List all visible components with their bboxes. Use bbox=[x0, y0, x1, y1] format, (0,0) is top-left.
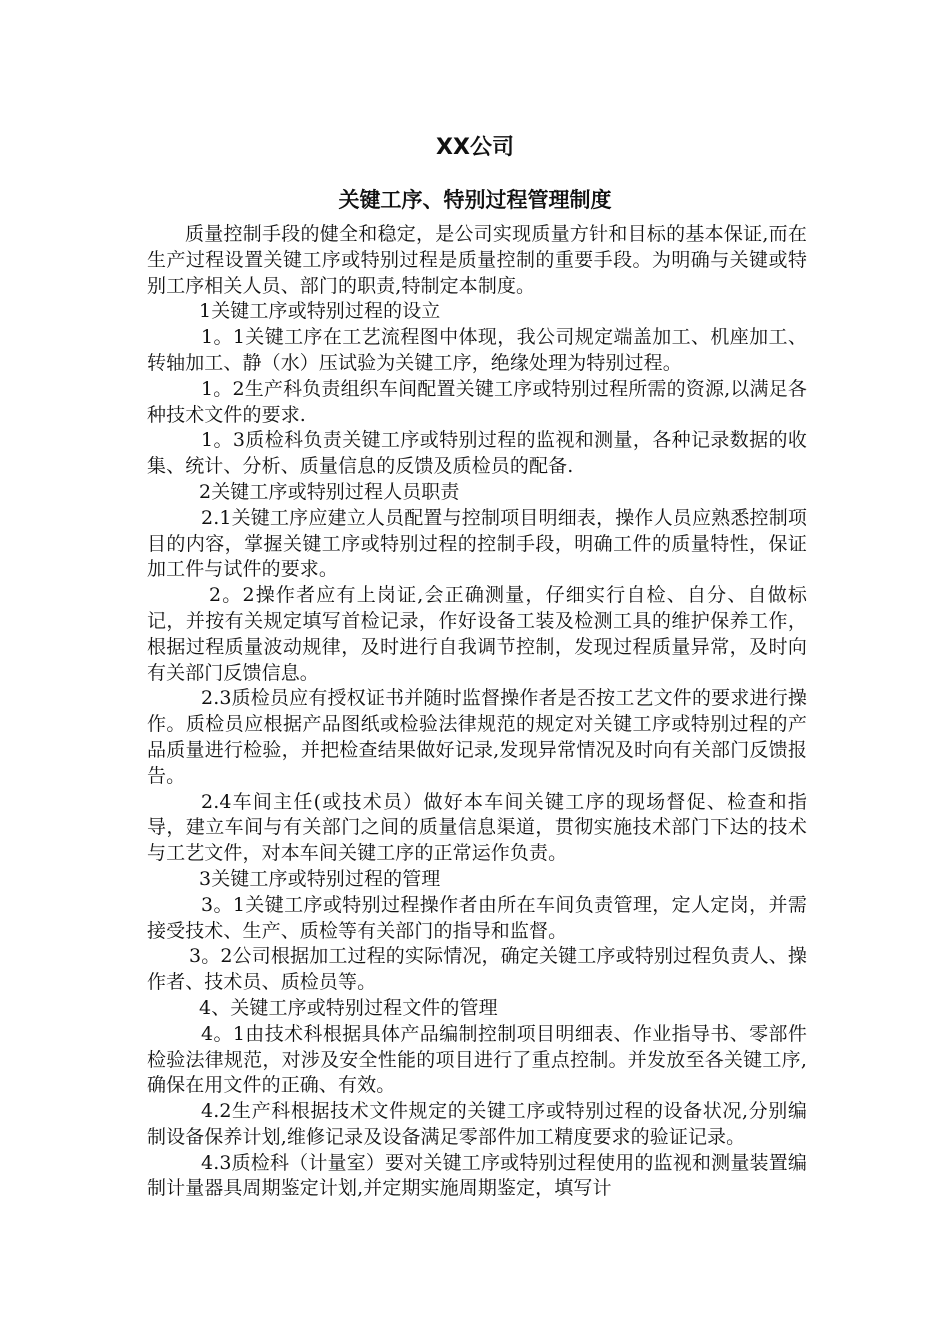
paragraph-2-2: 2。2操作者应有上岗证,会正确测量，仔细实行自检、自分、自做标记，并按有关规定填写首检记录，作好设备工装及检测工具的维护保养工作，根据过程质量波动规律，及时进行自我调节控制，发现过程质量异常，及时向有关部门反馈信息。 bbox=[147, 584, 807, 684]
paragraph-4-2: 4.2生产科根据技术文件规定的关键工序或特别过程的设备状况,分别编制设备保养计划,维修记录及设备满足零部件加工精度要求的验证记录。 bbox=[147, 1100, 807, 1148]
section-heading-2: 2关键工序或特别过程人员职责 bbox=[199, 480, 460, 503]
paragraph-4-3: 4.3质检科（计量室）要对关键工序或特别过程使用的监视和测量装置编制计量器具周期鉴定计划,并定期实施周期鉴定，填写计 bbox=[147, 1151, 807, 1200]
intro-paragraph: 质量控制手段的健全和稳定，是公司实现质量方针和目标的基本保证,而在生产过程设置关键工序或特别过程是质量控制的重要手段。为明确与关键或特别工序相关人员、部门的职责,特制定本制度。 bbox=[147, 223, 807, 297]
document-title: 关键工序、特别过程管理制度 bbox=[338, 188, 612, 212]
company-name: XX公司 bbox=[436, 135, 514, 160]
document-body bbox=[147, 222, 807, 1202]
paragraph-1-2: 1。2生产科负责组织车间配置关键工序或特别过程所需的资源,以满足各种技术文件的要求. bbox=[147, 377, 807, 426]
paragraph-2-4: 2.4车间主任(或技术员）做好本车间关键工序的现场督促、检查和指导，建立车间与有关部门之间的质量信息渠道，贯彻实施技术部门下达的技术与工艺文件，对本车间关键工序的正常运作负责。 bbox=[147, 790, 807, 865]
paragraph-2-1: 2.1关键工序应建立人员配置与控制项目明细表，操作人员应熟悉控制项目的内容，掌握关键工序或特别过程的控制手段，明确工件的质量特性，保证加工件与试件的要求。 bbox=[147, 506, 807, 581]
paragraph-3-1: 3。1关键工序或特别过程操作者由所在车间负责管理，定人定岗，并需接受技术、生产、质检等有关部门的指导和监督。 bbox=[147, 893, 807, 942]
section-heading-4: 4、关键工序或特别过程文件的管理 bbox=[199, 996, 498, 1019]
section-heading-1: 1关键工序或特别过程的设立 bbox=[199, 300, 441, 323]
paragraph-3-2: 3。2公司根据加工过程的实际情况，确定关键工序或特别过程负责人、操作者、技术员、质检员等。 bbox=[147, 945, 807, 994]
paragraph-4-1: 4。1由技术科根据具体产品编制控制项目明细表、作业指导书、零部件检验法律规范，对涉及安全性能的项目进行了重点控制。并发放至各关键工序,确保在用文件的正确、有效。 bbox=[147, 1022, 807, 1097]
paragraph-2-3: 2.3质检员应有授权证书并随时监督操作者是否按工艺文件的要求进行操作。质检员应根据产品图纸或检验法律规范的规定对关键工序或特别过程的产品质量进行检验，并把检查结果做好记录,发现异常情况及时向有关部门反馈报告。 bbox=[147, 687, 807, 787]
paragraph-1-3: 1。3质检科负责关键工序或特别过程的监视和测量，各种记录数据的收集、统计、分析、质量信息的反馈及质检员的配备. bbox=[147, 429, 807, 478]
section-heading-3: 3关键工序或特别过程的管理 bbox=[199, 867, 441, 890]
paragraph-1-1: 1。1关键工序在工艺流程图中体现，我公司规定端盖加工、机座加工、转轴加工、静（水）压试验为关键工序，绝缘处理为特别过程。 bbox=[147, 326, 807, 374]
